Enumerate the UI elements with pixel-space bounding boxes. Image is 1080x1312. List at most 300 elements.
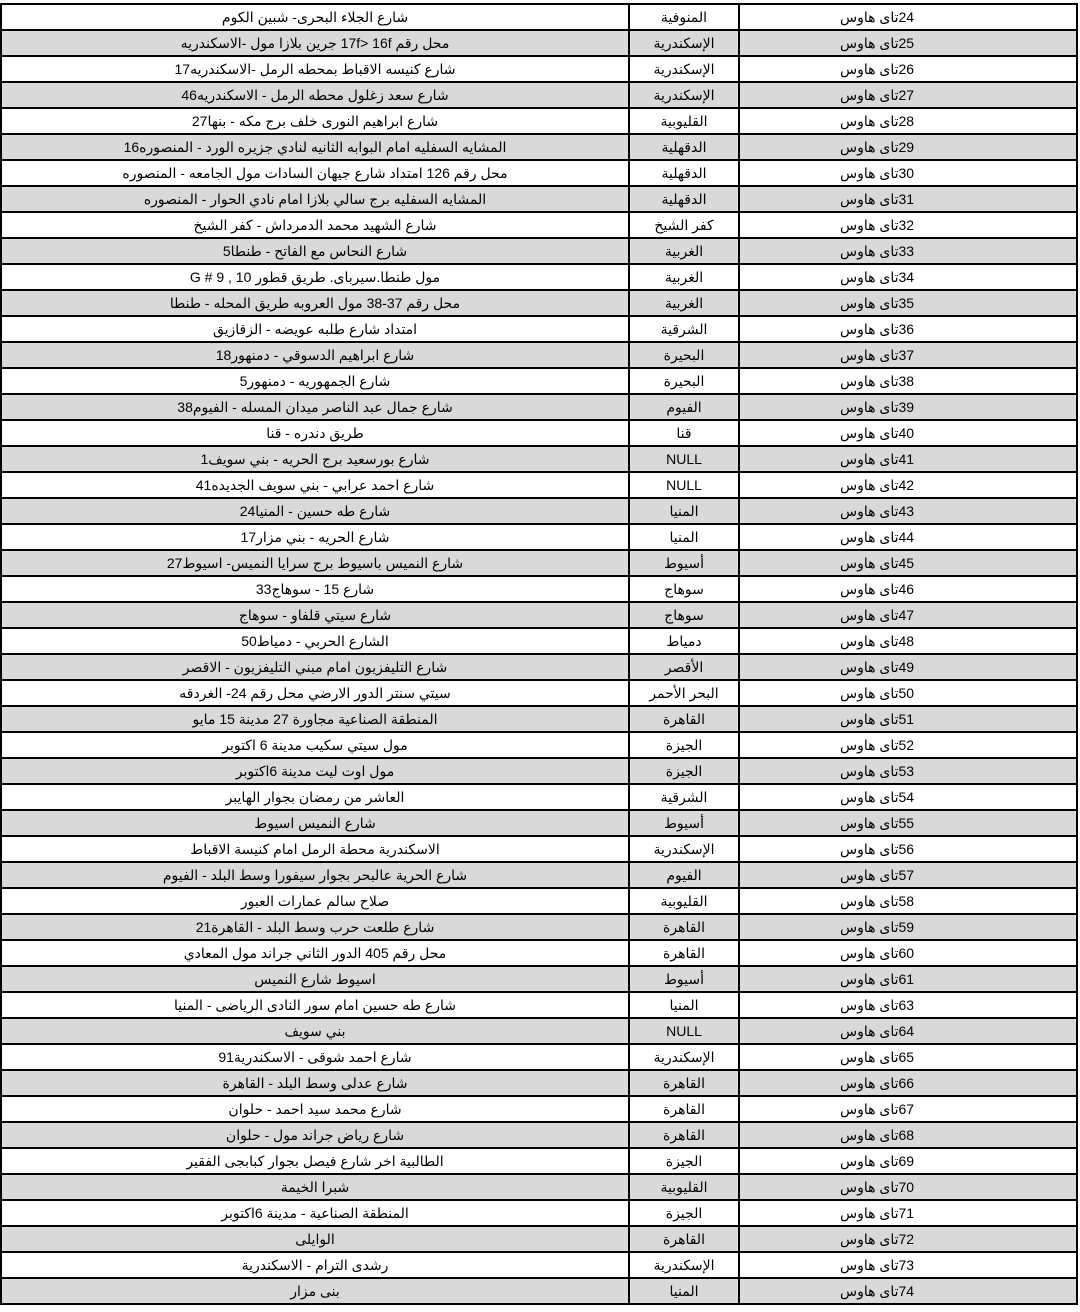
table-row (0, 577, 1078, 603)
branch-number: 47 (898, 607, 915, 623)
governorate-cell: الفيوم (630, 395, 740, 419)
governorate-cell: أسيوط (630, 551, 740, 575)
branch-name-cell (740, 1149, 1076, 1173)
governorate-cell: القليوبية (630, 109, 740, 133)
governorate-cell: NULL (630, 1019, 740, 1043)
branch-name: تاى هاوس (840, 555, 899, 571)
table-row (0, 369, 1078, 395)
branch-name-cell (740, 1045, 1076, 1069)
branch-name: تاى هاوس (840, 1075, 899, 1091)
branch-name: تاى هاوس (840, 399, 899, 415)
branch-name: تاى هاوس (840, 165, 899, 181)
branch-number: 25 (898, 35, 915, 51)
branch-name-cell (740, 1253, 1076, 1277)
branch-number: 60 (898, 945, 915, 961)
branch-name: تاى هاوس (840, 633, 899, 649)
branch-name-cell (740, 1201, 1076, 1225)
governorate-cell: الدقهلية (630, 135, 740, 159)
branch-name-cell (740, 1123, 1076, 1147)
table-row (0, 915, 1078, 941)
branch-name: تاى هاوس (840, 477, 899, 493)
address-cell: اسيوط شارع النميس (2, 967, 630, 991)
table-row (0, 213, 1078, 239)
governorate-cell: القليوبية (630, 1175, 740, 1199)
branch-name-cell (740, 551, 1076, 575)
address-cell: شارع سيتي قلفاو - سوهاج (2, 603, 630, 627)
branch-name: تاى هاوس (840, 451, 899, 467)
governorate-cell: البحر الأحمر (630, 681, 740, 705)
branch-name-cell (740, 109, 1076, 133)
branch-name-cell (740, 213, 1076, 237)
branch-number: 71 (898, 1205, 915, 1221)
branch-number: 38 (898, 373, 915, 389)
branch-name-cell (740, 889, 1076, 913)
address-cell: العاشر من رمضان بجوار الهايبر (2, 785, 630, 809)
table-row (0, 109, 1078, 135)
branch-name-cell (740, 525, 1076, 549)
branch-number: 64 (898, 1023, 915, 1039)
address-cell: 5شارع الجمهوريه - دمنهور (2, 369, 630, 393)
branch-name-cell (740, 31, 1076, 55)
branch-name: تاى هاوس (840, 1205, 899, 1221)
branch-name: تاى هاوس (840, 269, 899, 285)
address-cell: 5شارع النحاس مع الفاتح - طنطا (2, 239, 630, 263)
address-cell: شارع النميس اسيوط (2, 811, 630, 835)
table-row (0, 83, 1078, 109)
branch-number: 31 (898, 191, 915, 207)
governorate-cell: الإسكندرية (630, 1253, 740, 1277)
branch-number: 27 (898, 87, 915, 103)
table-row (0, 447, 1078, 473)
table-row (0, 681, 1078, 707)
branch-name: تاى هاوس (840, 425, 899, 441)
address-cell: 50الشارع الحربي - دمياط (2, 629, 630, 653)
branch-name-cell (740, 187, 1076, 211)
branch-name: تاى هاوس (840, 867, 899, 883)
branch-number: 41 (898, 451, 915, 467)
branch-number: 36 (898, 321, 915, 337)
table-row (0, 1201, 1078, 1227)
governorate-cell: القاهرة (630, 1227, 740, 1251)
branch-name-cell (740, 629, 1076, 653)
branch-name-cell (740, 499, 1076, 523)
table-row (0, 759, 1078, 785)
branch-number: 30 (898, 165, 915, 181)
governorate-cell: دمياط (630, 629, 740, 653)
branch-name-cell (740, 395, 1076, 419)
branch-name: تاى هاوس (840, 841, 899, 857)
branch-name: تاى هاوس (840, 139, 899, 155)
branch-name: تاى هاوس (840, 1257, 899, 1273)
branch-number: 74 (898, 1283, 915, 1299)
address-cell: 41شارع احمد عرابي - بني سويف الجديده (2, 473, 630, 497)
address-cell: محل رقم 17f> 16f جرين بلازا مول -الاسكندريه (2, 31, 630, 55)
branch-name: تاى هاوس (840, 243, 899, 259)
branch-number: 42 (898, 477, 915, 493)
table-row (0, 473, 1078, 499)
branch-name-cell (740, 655, 1076, 679)
branch-name: تاى هاوس (840, 113, 899, 129)
table-row (0, 265, 1078, 291)
table-row (0, 5, 1078, 31)
branch-name-cell (740, 759, 1076, 783)
branch-name: تاى هاوس (840, 1231, 899, 1247)
branch-name-cell (740, 1175, 1076, 1199)
table-row (0, 317, 1078, 343)
address-cell: سيتي سنتر الدور الارضي محل رقم 24- الغردقه (2, 681, 630, 705)
table-row (0, 811, 1078, 837)
branch-number: 34 (898, 269, 915, 285)
address-cell: شارع الحرية عالبحر بجوار سيفورا وسط البلد - الفيوم (2, 863, 630, 887)
branch-number: 28 (898, 113, 915, 129)
address-cell: الوايلى (2, 1227, 630, 1251)
table-row (0, 499, 1078, 525)
branch-number: 49 (898, 659, 915, 675)
branch-name: تاى هاوس (840, 607, 899, 623)
branch-name: تاى هاوس (840, 1283, 899, 1299)
branch-number: 45 (898, 555, 915, 571)
governorate-cell: الغربية (630, 291, 740, 315)
branch-number: 29 (898, 139, 915, 155)
branch-name-cell (740, 369, 1076, 393)
governorate-cell: سوهاج (630, 577, 740, 601)
address-cell: محل رقم 126 امتداد شارع جيهان السادات مول الجامعه - المنصوره (2, 161, 630, 185)
address-cell: 38شارع جمال عبد الناصر ميدان المسله - الفيوم (2, 395, 630, 419)
branch-name-cell (740, 707, 1076, 731)
governorate-cell: NULL (630, 447, 740, 471)
branch-name-cell (740, 291, 1076, 315)
branch-number: 66 (898, 1075, 915, 1091)
branch-name: تاى هاوس (840, 1153, 899, 1169)
address-cell: شارع الجلاء البحرى- شبين الكوم (2, 5, 630, 29)
branch-name: تاى هاوس (840, 1049, 899, 1065)
branch-name: تاى هاوس (840, 971, 899, 987)
governorate-cell: الإسكندرية (630, 1045, 740, 1069)
governorate-cell: القاهرة (630, 707, 740, 731)
branch-name: تاى هاوس (840, 1179, 899, 1195)
branch-number: 48 (898, 633, 915, 649)
branch-name-cell (740, 447, 1076, 471)
table-row (0, 1097, 1078, 1123)
branch-number: 73 (898, 1257, 915, 1273)
address-cell: 1شارع بورسعيد برج الحريه - بني سويف (2, 447, 630, 471)
table-row (0, 343, 1078, 369)
branch-name: تاى هاوس (840, 9, 899, 25)
branch-name-cell (740, 837, 1076, 861)
branch-name-cell (740, 967, 1076, 991)
address-cell: 46شارع سعد زغلول محطه الرمل - الاسكندريه (2, 83, 630, 107)
table-row (0, 655, 1078, 681)
branch-name-cell (740, 603, 1076, 627)
governorate-cell: الجيزة (630, 1149, 740, 1173)
address-cell: 91شارع احمد شوقى - الاسكندرية (2, 1045, 630, 1069)
branch-name-cell (740, 811, 1076, 835)
table-row (0, 941, 1078, 967)
branch-number: 32 (898, 217, 915, 233)
branch-name: تاى هاوس (840, 35, 899, 51)
table-row (0, 1019, 1078, 1045)
branch-number: 53 (898, 763, 915, 779)
table-row (0, 733, 1078, 759)
address-cell: بنى مزار (2, 1279, 630, 1303)
branch-name: تاى هاوس (840, 87, 899, 103)
table-row (0, 1227, 1078, 1253)
branch-name: تاى هاوس (840, 61, 899, 77)
branch-number: 65 (898, 1049, 915, 1065)
governorate-cell: الشرقية (630, 317, 740, 341)
table-row (0, 707, 1078, 733)
address-cell: مول سيتي سكيب مدينة 6 اكتوبر (2, 733, 630, 757)
branch-number: 72 (898, 1231, 915, 1247)
address-cell: 17شارع كنيسه الاقباط بمحطه الرمل -الاسكندريه (2, 57, 630, 81)
governorate-cell: القليوبية (630, 889, 740, 913)
governorate-cell: الإسكندرية (630, 31, 740, 55)
governorate-cell: الإسكندرية (630, 83, 740, 107)
table-row (0, 525, 1078, 551)
branch-name: تاى هاوس (840, 1101, 899, 1117)
table-row (0, 395, 1078, 421)
governorate-cell: الجيزة (630, 733, 740, 757)
branch-number: 56 (898, 841, 915, 857)
branch-number: 54 (898, 789, 915, 805)
branch-name: تاى هاوس (840, 1023, 899, 1039)
branch-name: تاى هاوس (840, 685, 899, 701)
branches-table (0, 3, 1078, 1305)
branch-name: تاى هاوس (840, 295, 899, 311)
governorate-cell: الغربية (630, 265, 740, 289)
address-cell: 17شارع الحريه - بني مزار (2, 525, 630, 549)
table-row (0, 603, 1078, 629)
branch-name: تاى هاوس (840, 217, 899, 233)
branch-name: تاى هاوس (840, 737, 899, 753)
branch-name-cell (740, 1279, 1076, 1303)
address-cell: شارع محمد سيد احمد - حلوان (2, 1097, 630, 1121)
governorate-cell: القاهرة (630, 1123, 740, 1147)
governorate-cell: المنيا (630, 993, 740, 1017)
table-row (0, 291, 1078, 317)
table-row (0, 187, 1078, 213)
branch-number: 69 (898, 1153, 915, 1169)
address-cell: محل رقم 405 الدور الثاني جراند مول المعادي (2, 941, 630, 965)
branch-name: تاى هاوس (840, 789, 899, 805)
address-cell: المنطقة الصناعية مجاورة 27 مدينة 15 مايو (2, 707, 630, 731)
branch-name-cell (740, 1227, 1076, 1251)
branch-name: تاى هاوس (840, 321, 899, 337)
branch-name-cell (740, 733, 1076, 757)
table-row (0, 1279, 1078, 1305)
address-cell: الاسكندرية محطة الرمل امام كنيسة الاقباط (2, 837, 630, 861)
table-row (0, 785, 1078, 811)
branch-name: تاى هاوس (840, 711, 899, 727)
table-row (0, 1123, 1078, 1149)
branch-number: 50 (898, 685, 915, 701)
branch-name: تاى هاوس (840, 529, 899, 545)
governorate-cell: الأقصر (630, 655, 740, 679)
branch-name-cell (740, 1071, 1076, 1095)
branch-number: 33 (898, 243, 915, 259)
address-cell: 21شارع طلعت حرب وسط البلد - القاهرة (2, 915, 630, 939)
branch-name: تاى هاوس (840, 1127, 899, 1143)
table-row (0, 1045, 1078, 1071)
address-cell: 16المشايه السفليه امام البوابه الثانيه لنادي جزيره الورد - المنصوره (2, 135, 630, 159)
governorate-cell: الفيوم (630, 863, 740, 887)
address-cell: مول طنطا.سيرباى. طريق قطور 10 , 9 # G (2, 265, 630, 289)
branch-number: 55 (898, 815, 915, 831)
governorate-cell: البحيرة (630, 369, 740, 393)
branch-name: تاى هاوس (840, 919, 899, 935)
branch-number: 40 (898, 425, 915, 441)
address-cell: امتداد شارع طلبه عويضه - الزقازيق (2, 317, 630, 341)
branch-number: 43 (898, 503, 915, 519)
branch-name-cell (740, 993, 1076, 1017)
table-row (0, 31, 1078, 57)
governorate-cell: أسيوط (630, 811, 740, 835)
branch-number: 24 (898, 9, 915, 25)
branch-name-cell (740, 915, 1076, 939)
branch-name-cell (740, 473, 1076, 497)
branch-name-cell (740, 57, 1076, 81)
governorate-cell: القاهرة (630, 1071, 740, 1095)
table-row (0, 551, 1078, 577)
table-row (0, 421, 1078, 447)
branch-number: 67 (898, 1101, 915, 1117)
branch-name: تاى هاوس (840, 503, 899, 519)
table-row (0, 629, 1078, 655)
branch-name: تاى هاوس (840, 581, 899, 597)
branch-name-cell (740, 577, 1076, 601)
governorate-cell: المنيا (630, 525, 740, 549)
table-row (0, 1071, 1078, 1097)
table-row (0, 161, 1078, 187)
branch-number: 46 (898, 581, 915, 597)
governorate-cell: الجيزة (630, 759, 740, 783)
branch-name: تاى هاوس (840, 997, 899, 1013)
branch-name-cell (740, 83, 1076, 107)
branch-name: تاى هاوس (840, 373, 899, 389)
branch-number: 37 (898, 347, 915, 363)
governorate-cell: الغربية (630, 239, 740, 263)
governorate-cell: الإسكندرية (630, 57, 740, 81)
governorate-cell: القاهرة (630, 1097, 740, 1121)
branch-name: تاى هاوس (840, 659, 899, 675)
branch-name-cell (740, 421, 1076, 445)
address-cell: 27شارع ابراهيم النورى خلف برج مكه - بنها (2, 109, 630, 133)
address-cell: المشايه السفليه برج سالي بلازا امام نادي الحوار - المنصوره (2, 187, 630, 211)
table-row (0, 863, 1078, 889)
address-cell: شارع رياض جراند مول - حلوان (2, 1123, 630, 1147)
branch-name-cell (740, 135, 1076, 159)
branch-number: 59 (898, 919, 915, 935)
branch-number: 26 (898, 61, 915, 77)
address-cell: مول اوت ليت مدينة 6اكتوبر (2, 759, 630, 783)
governorate-cell: كفر الشيخ (630, 213, 740, 237)
address-cell: رشدى الترام - الاسكندرية (2, 1253, 630, 1277)
branch-name-cell (740, 317, 1076, 341)
table-row (0, 239, 1078, 265)
governorate-cell: المنوفية (630, 5, 740, 29)
branch-number: 35 (898, 295, 915, 311)
table-row (0, 1253, 1078, 1279)
address-cell: شارع عدلى وسط البلد - القاهرة (2, 1071, 630, 1095)
branch-name: تاى هاوس (840, 191, 899, 207)
governorate-cell: الإسكندرية (630, 837, 740, 861)
branch-number: 68 (898, 1127, 915, 1143)
address-cell: 33شارع 15 - سوهاج (2, 577, 630, 601)
address-cell: شارع الشهيد محمد الدمرداش - كفر الشيخ (2, 213, 630, 237)
branch-name-cell (740, 1097, 1076, 1121)
branch-number: 58 (898, 893, 915, 909)
table-row (0, 1149, 1078, 1175)
branch-name-cell (740, 161, 1076, 185)
address-cell: صلاح سالم عمارات العبور (2, 889, 630, 913)
table-row (0, 135, 1078, 161)
address-cell: شارع طه حسين امام سور النادى الرياضى - المنيا (2, 993, 630, 1017)
branch-name: تاى هاوس (840, 893, 899, 909)
branch-name: تاى هاوس (840, 815, 899, 831)
branch-number: 57 (898, 867, 915, 883)
governorate-cell: المنيا (630, 1279, 740, 1303)
address-cell: 24شارع طه حسين - المنيا (2, 499, 630, 523)
branch-name-cell (740, 681, 1076, 705)
branch-name-cell (740, 265, 1076, 289)
governorate-cell: المنيا (630, 499, 740, 523)
branch-number: 63 (898, 997, 915, 1013)
branch-number: 52 (898, 737, 915, 753)
address-cell: بني سويف (2, 1019, 630, 1043)
table-row (0, 1175, 1078, 1201)
branch-name: تاى هاوس (840, 347, 899, 363)
governorate-cell: NULL (630, 473, 740, 497)
governorate-cell: القاهرة (630, 941, 740, 965)
table-row (0, 967, 1078, 993)
branch-number: 39 (898, 399, 915, 415)
branch-name-cell (740, 941, 1076, 965)
governorate-cell: الدقهلية (630, 161, 740, 185)
address-cell: 18شارع ابراهيم الدسوقي - دمنهور (2, 343, 630, 367)
address-cell: المنطقة الصناعية - مدينة 6اكتوبر (2, 1201, 630, 1225)
branch-name-cell (740, 239, 1076, 263)
governorate-cell: الجيزة (630, 1201, 740, 1225)
governorate-cell: الدقهلية (630, 187, 740, 211)
address-cell: شبرا الخيمة (2, 1175, 630, 1199)
branch-name: تاى هاوس (840, 763, 899, 779)
governorate-cell: أسيوط (630, 967, 740, 991)
governorate-cell: قنا (630, 421, 740, 445)
address-cell: طريق دندره - قنا (2, 421, 630, 445)
governorate-cell: الشرقية (630, 785, 740, 809)
address-cell: 27شارع النميس باسيوط برج سرايا النميس- اسيوط (2, 551, 630, 575)
governorate-cell: البحيرة (630, 343, 740, 367)
branch-name-cell (740, 343, 1076, 367)
branch-number: 61 (898, 971, 915, 987)
branch-number: 70 (898, 1179, 915, 1195)
table-row (0, 993, 1078, 1019)
governorate-cell: سوهاج (630, 603, 740, 627)
branch-name-cell (740, 863, 1076, 887)
branch-name-cell (740, 785, 1076, 809)
address-cell: الطالبية اخر شارع فيصل بجوار كبابجى الفقير (2, 1149, 630, 1173)
branch-name-cell (740, 1019, 1076, 1043)
table-row (0, 837, 1078, 863)
branch-number: 51 (898, 711, 915, 727)
table-row (0, 889, 1078, 915)
address-cell: محل رقم 37-38 مول العروبه طريق المحله - طنطا (2, 291, 630, 315)
governorate-cell: القاهرة (630, 915, 740, 939)
address-cell: شارع التليفزيون امام مبني التليفزيون - الاقصر (2, 655, 630, 679)
branch-name-cell (740, 5, 1076, 29)
branch-number: 44 (898, 529, 915, 545)
branch-name: تاى هاوس (840, 945, 899, 961)
